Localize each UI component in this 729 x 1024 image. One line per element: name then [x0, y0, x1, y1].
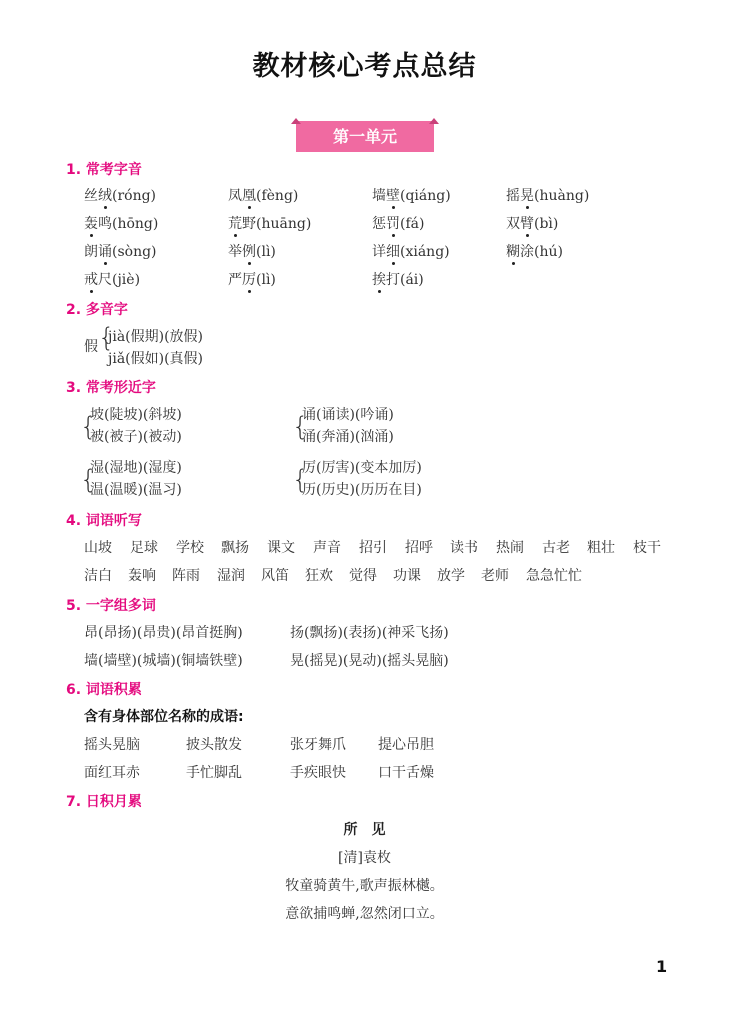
idiom: 摇头晃脑 — [84, 737, 140, 753]
brace-icon: { — [98, 323, 115, 353]
multi-word-line: 扬(飘扬)(表扬)(神采飞扬) — [290, 625, 449, 641]
pronunciation-item: 荒野(huāng) — [228, 216, 312, 232]
brace-icon: { — [80, 412, 97, 442]
dictation-word: 枝干 — [633, 540, 661, 556]
pronunciation-item: 凤凰(fèng) — [228, 188, 299, 204]
pronunciation-item: 戒尺(jiè) — [84, 272, 141, 288]
polyphonic-line: jià(假期)(放假) — [108, 329, 204, 345]
dictation-word: 声音 — [313, 540, 341, 556]
page-number: 1 — [656, 957, 668, 976]
dictation-word: 狂欢 — [305, 568, 333, 584]
pronunciation-item: 墙壁(qiáng) — [372, 188, 451, 204]
brace-icon: { — [292, 465, 309, 495]
multi-word-line: 墙(墙壁)(城墙)(铜墙铁壁) — [84, 653, 243, 669]
section-heading-similar: 3. 常考形近字 — [66, 380, 156, 396]
similar-line: 厉(厉害)(变本加厉) — [302, 460, 422, 476]
dictation-word: 觉得 — [349, 568, 377, 584]
dictation-word: 学校 — [176, 540, 204, 556]
pronunciation-item: 惩罚(fá) — [372, 216, 425, 232]
idiom: 手疾眼快 — [290, 765, 346, 781]
polyphonic-char: 假 — [84, 339, 98, 355]
similar-line: 温(温暖)(温习) — [90, 482, 182, 498]
dictation-word: 山坡 — [84, 540, 112, 556]
pronunciation-item: 严厉(lì) — [228, 272, 276, 288]
dictation-word: 读书 — [450, 540, 478, 556]
pronunciation-item: 详细(xiáng) — [372, 244, 450, 260]
pronunciation-item: 挨打(ái) — [372, 272, 424, 288]
section-heading-pronunciation: 1. 常考字音 — [66, 162, 142, 178]
similar-line: 历(历史)(历历在目) — [302, 482, 422, 498]
poem-author: [清]袁枚 — [338, 850, 391, 866]
poem-line: 牧童骑黄牛,歌声振林樾。 — [285, 878, 444, 894]
idiom: 口干舌燥 — [378, 765, 434, 781]
idiom: 张牙舞爪 — [290, 737, 346, 753]
section-heading-daily: 7. 日积月累 — [66, 794, 142, 810]
pronunciation-item: 摇晃(huàng) — [506, 188, 590, 204]
page-title: 教材核心考点总结 — [252, 51, 477, 82]
multi-word-line: 晃(摇晃)(晃动)(摇头晃脑) — [290, 653, 449, 669]
idiom: 手忙脚乱 — [186, 765, 242, 781]
similar-line: 诵(诵读)(吟诵) — [302, 407, 394, 423]
dictation-word: 热闹 — [496, 540, 524, 556]
dictation-word: 轰响 — [128, 568, 156, 584]
polyphonic-line: jiǎ(假如)(真假) — [108, 351, 204, 367]
poem-title: 所 见 — [343, 822, 386, 838]
dictation-word: 洁白 — [84, 568, 112, 584]
similar-line: 坡(陡坡)(斜坡) — [90, 407, 182, 423]
unit-banner — [296, 121, 434, 152]
similar-line: 涌(奔涌)(汹涌) — [302, 429, 394, 445]
dictation-word: 阵雨 — [172, 568, 200, 584]
poem-line: 意欲捕鸣蝉,忽然闭口立。 — [285, 906, 444, 922]
dictation-word: 急急忙忙 — [526, 568, 582, 584]
dictation-word: 课文 — [267, 540, 295, 556]
section-heading-polyphonic: 2. 多音字 — [66, 302, 128, 318]
pronunciation-item: 轰鸣(hōng) — [84, 216, 159, 232]
dictation-word: 招引 — [359, 540, 387, 556]
dictation-word: 风笛 — [261, 568, 289, 584]
idiom: 提心吊胆 — [378, 737, 434, 753]
idiom: 披头散发 — [186, 737, 242, 753]
pronunciation-item: 丝绒(róng) — [84, 188, 157, 204]
dictation-word: 老师 — [481, 568, 509, 584]
brace-icon: { — [292, 412, 309, 442]
dictation-word: 古老 — [542, 540, 570, 556]
unit-label: 第一单元 — [332, 127, 397, 146]
pronunciation-item: 朗诵(sòng) — [84, 244, 157, 260]
section-heading-dictation: 4. 词语听写 — [66, 513, 142, 529]
dictation-word: 功课 — [393, 568, 421, 584]
multi-word-line: 昂(昂扬)(昂贵)(昂首挺胸) — [84, 625, 243, 641]
pronunciation-item: 糊涂(hú) — [506, 244, 563, 260]
idiom: 面红耳赤 — [84, 765, 140, 781]
dictation-word: 招呼 — [405, 540, 433, 556]
pronunciation-item: 双臂(bì) — [506, 216, 559, 232]
dictation-word: 足球 — [130, 540, 158, 556]
similar-line: 湿(湿地)(湿度) — [90, 460, 182, 476]
dictation-word: 粗壮 — [587, 540, 615, 556]
idiom-subtitle: 含有身体部位名称的成语: — [84, 709, 244, 725]
dictation-word: 飘扬 — [221, 540, 249, 556]
pronunciation-item: 举例(lì) — [228, 244, 276, 260]
section-heading-accumulation: 6. 词语积累 — [66, 682, 142, 698]
section-heading-multi-words: 5. 一字组多词 — [66, 598, 156, 614]
similar-line: 被(被子)(被动) — [90, 429, 182, 445]
brace-icon: { — [80, 465, 97, 495]
dictation-word: 湿润 — [217, 568, 245, 584]
dictation-word: 放学 — [437, 568, 465, 584]
